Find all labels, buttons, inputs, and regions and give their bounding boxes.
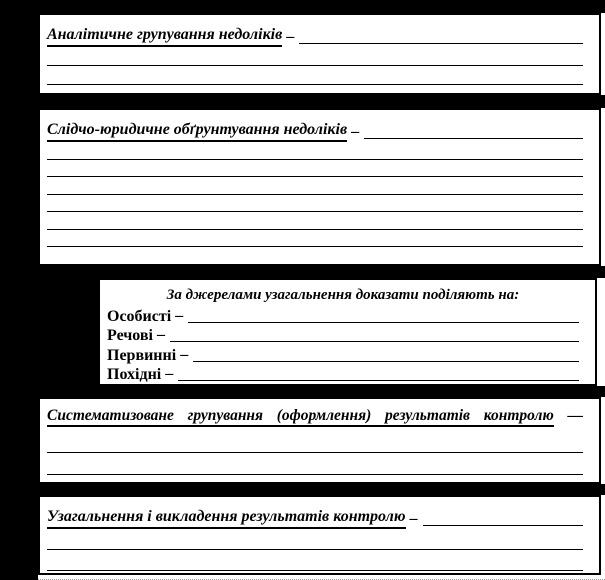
item-label: Первинні	[107, 346, 177, 364]
list-item-derivative	[107, 365, 579, 385]
dash-separator: –	[409, 510, 418, 527]
blank-line[interactable]	[47, 160, 583, 178]
blank-lines-group	[47, 47, 583, 85]
blank-line[interactable]	[47, 431, 583, 453]
blank-line[interactable]	[423, 525, 583, 526]
item-label: Речові	[107, 327, 153, 345]
blank-line[interactable]	[364, 138, 583, 139]
section-generalization	[38, 495, 605, 580]
blank-line[interactable]	[47, 230, 583, 248]
section-systematized-grouping	[38, 397, 605, 484]
blank-lines-group	[47, 431, 583, 475]
section-systematized-inner	[38, 397, 601, 484]
section-heading: Узагальнення і викладення результатів контролю	[47, 508, 406, 529]
blank-line[interactable]	[47, 142, 583, 160]
dash-separator: –	[351, 123, 360, 140]
section-heading: Слідчо-юридичне обґрунтування недоліків	[47, 121, 347, 142]
blank-lines-group	[47, 142, 583, 265]
list-item-personal	[107, 306, 579, 326]
blank-line[interactable]	[47, 212, 583, 230]
dash-separator: –	[180, 345, 189, 363]
dash-separator: —	[567, 407, 584, 424]
blank-line[interactable]	[47, 529, 583, 550]
list-item-primary	[107, 345, 579, 365]
item-label: Особисті	[107, 307, 172, 325]
classification-title: За джерелами узагальнення доказати поділяють на:	[166, 287, 520, 303]
section-legal-substantiation	[38, 108, 605, 266]
dash-separator: –	[175, 306, 184, 324]
blank-line[interactable]	[47, 247, 583, 265]
blank-line[interactable]	[178, 380, 579, 381]
item-label: Похідні	[107, 366, 162, 384]
dash-separator: –	[165, 365, 174, 382]
heading-row	[47, 404, 583, 431]
blank-line[interactable]	[47, 66, 583, 85]
blank-line[interactable]	[170, 341, 579, 342]
blank-line[interactable]	[47, 177, 583, 195]
blank-lines-group	[47, 529, 583, 571]
blank-line[interactable]	[193, 361, 579, 362]
section-analytical-grouping	[38, 13, 605, 95]
list-item-material	[107, 326, 579, 346]
heading-row	[47, 20, 583, 47]
section-analytical-inner	[38, 13, 601, 95]
heading-row	[47, 502, 583, 529]
dash-separator: –	[286, 28, 295, 45]
blank-line[interactable]	[47, 47, 583, 66]
section-legal-inner	[38, 108, 601, 266]
section-sources-classification	[98, 278, 605, 386]
section-heading: Систематизоване групування (оформлення) результатів контролю	[47, 407, 554, 427]
section-sources-inner	[98, 278, 597, 386]
section-generalization-inner	[38, 495, 601, 575]
blank-line[interactable]	[299, 43, 583, 44]
heading-row	[47, 115, 583, 142]
blank-line[interactable]	[47, 453, 583, 475]
section-heading: Аналітичне групування недоліків	[47, 26, 282, 47]
blank-line[interactable]	[47, 195, 583, 213]
blank-line[interactable]	[47, 550, 583, 571]
blank-line[interactable]	[188, 322, 579, 323]
dash-separator: –	[156, 326, 165, 343]
